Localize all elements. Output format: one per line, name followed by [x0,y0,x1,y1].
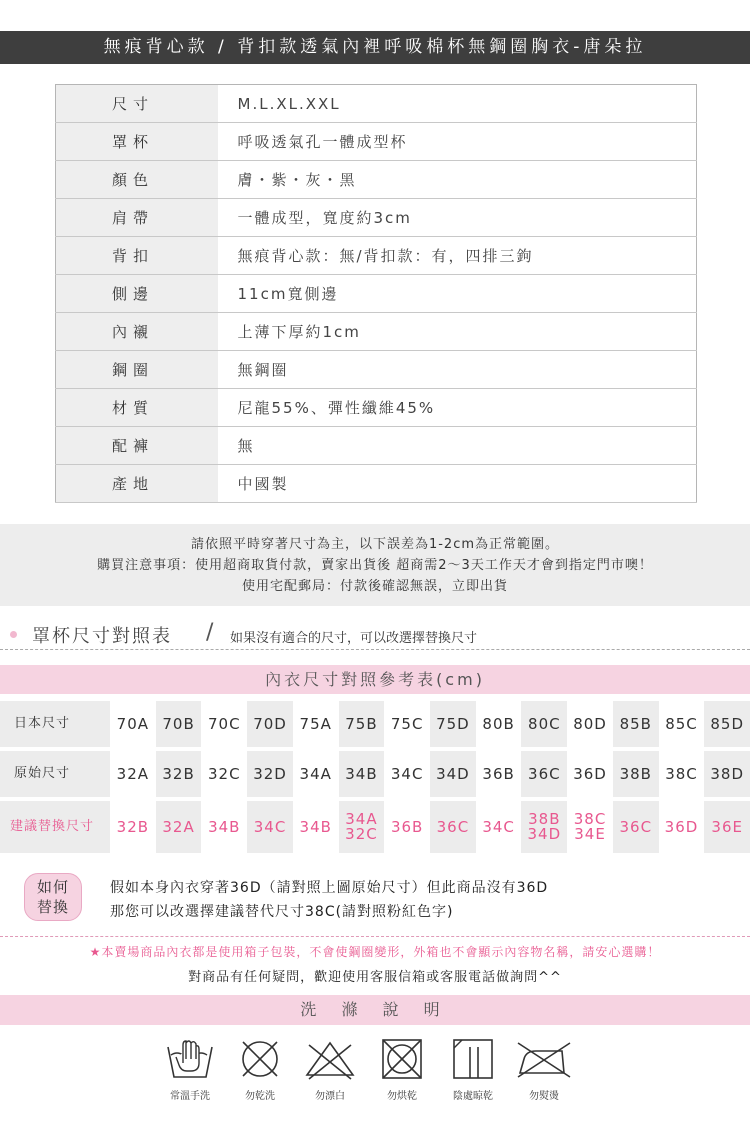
size-cell [201,801,247,853]
size-cell [613,801,659,853]
size-cell: 32A [110,751,156,797]
hand-wash-item [160,1037,220,1102]
size-cell [339,801,385,853]
no-tumble-dry-label: 勿烘乾 [387,1091,417,1102]
size-cell-line: 36C [619,817,653,836]
size-table-title: 內衣尺寸對照參考表(cm) [0,665,750,694]
size-cell-line: 32B [116,817,150,836]
size-grid [0,701,750,853]
no-iron-item [514,1037,574,1102]
spec-value: 一體成型，寬度約3cm [218,199,697,237]
size-cell-line: 36C [436,817,470,836]
size-cell: 34D [430,751,476,797]
no-dry-clean-item [230,1037,290,1102]
spec-row [56,85,697,123]
size-cell [293,801,339,853]
spec-value: M.L.XL.XXL [218,85,697,123]
wash-icons [160,1037,590,1117]
notice-line-3: 使用宅配郵局：付款後確認無誤，立即出貨 [241,579,508,594]
spec-value: 無 [218,427,697,465]
spec-key: 材質 [56,389,218,427]
size-cell-line: 34B [299,817,332,836]
size-cell [247,801,293,853]
size-cell-line: 36E [711,817,743,836]
size-cell [110,801,156,853]
size-cell: 36D [567,751,613,797]
no-bleach-item [300,1037,360,1102]
size-cell: 36C [521,751,567,797]
spec-key: 產地 [56,465,218,503]
spec-key: 內襯 [56,313,218,351]
spec-value: 膚・紫・灰・黑 [218,161,697,199]
spec-value: 上薄下厚約1cm [218,313,697,351]
size-cell: 85C [659,701,705,747]
wash-title: 洗 滌 說 明 [0,995,750,1025]
size-cell [659,801,705,853]
shade-dry-item [443,1037,503,1102]
heading-slash: / [206,620,214,645]
size-cell: 85D [704,701,750,747]
size-cell-line: 34D [527,825,562,843]
hand-wash-icon [165,1037,215,1081]
shade-dry-label: 陰處晾乾 [453,1091,493,1102]
notice-line-1: 請依照平時穿著尺寸為主，以下誤差為1-2cm為正常範圍。 [190,537,560,552]
size-row-label: 建議替換尺寸 [0,801,110,853]
size-cell: 34B [339,751,385,797]
size-cell-line: 34C [482,817,515,836]
size-cell-line: 38B [528,810,561,828]
swap-badge [24,873,82,921]
no-tumble-dry-icon [380,1037,424,1081]
spec-value: 中國製 [218,465,697,503]
size-cell: 75A [293,701,339,747]
size-cell: 34C [384,751,430,797]
spec-value: 無痕背心款：無/背扣款：有，四排三鉤 [218,237,697,275]
spec-key: 罩杯 [56,123,218,161]
cup-heading-subtext: 如果沒有適合的尺寸，可以改選擇替換尺寸 [230,631,478,646]
spec-row [56,199,697,237]
spec-row [56,237,697,275]
size-row [0,751,750,797]
no-iron-icon [514,1037,574,1081]
packaging-note: ★本賣場商品內衣都是使用箱子包裝，不會使鋼圈變形，外箱也不會顯示內容物名稱，請安心選購！ [0,936,750,960]
size-cell: 70D [247,701,293,747]
bullet-dot-icon [10,631,17,638]
size-cell: 80C [521,701,567,747]
size-cell: 38C [659,751,705,797]
spec-row [56,313,697,351]
size-cell: 34A [293,751,339,797]
size-cell-line: 36D [664,817,699,836]
size-cell: 80D [567,701,613,747]
spec-row [56,161,697,199]
no-iron-label: 勿熨燙 [529,1091,559,1102]
no-tumble-dry-item [372,1037,432,1102]
spec-value: 尼龍55%、彈性纖維45% [218,389,697,427]
no-dry-clean-label: 勿乾洗 [245,1091,275,1102]
swap-text-1: 假如本身內衣穿著36D（請對照上圖原始尺寸）但此商品沒有36D [110,880,549,896]
size-cell: 70C [201,701,247,747]
spec-value: 呼吸透氣孔一體成型杯 [218,123,697,161]
spec-row [56,465,697,503]
size-cell [384,801,430,853]
no-bleach-icon [303,1037,357,1081]
spec-key: 配褲 [56,427,218,465]
size-cell [476,801,522,853]
spec-key: 背扣 [56,237,218,275]
size-cell [704,801,750,853]
spec-value: 11cm寬側邊 [218,275,697,313]
size-cell-line: 32C [345,825,378,843]
faq-note: 對商品有任何疑問，歡迎使用客服信箱或客服電話做詢問^^ [188,970,562,985]
spec-row [56,123,697,161]
size-cell [156,801,202,853]
size-row [0,801,750,853]
spec-row [56,389,697,427]
size-cell: 85B [613,701,659,747]
size-cell: 32D [247,751,293,797]
size-cell-line: 34A [345,810,378,828]
size-cell: 80B [476,701,522,747]
hand-wash-label: 常溫手洗 [170,1091,210,1102]
cup-size-heading [10,622,750,650]
size-cell: 36B [476,751,522,797]
spec-key: 顏色 [56,161,218,199]
size-row-label: 原始尺寸 [0,751,110,797]
notice-box [0,524,750,606]
swap-text-2: 那您可以改選擇建議替代尺寸38C(請對照粉紅色字) [110,904,454,920]
size-cell: 32B [156,751,202,797]
size-cell [567,801,613,853]
spec-key: 側邊 [56,275,218,313]
size-cell-line: 34E [574,825,606,843]
spec-key: 鋼圈 [56,351,218,389]
size-cell-line: 32A [162,817,195,836]
size-cell: 75C [384,701,430,747]
page-title: 無痕背心款 / 背扣款透氣內裡呼吸棉杯無鋼圈胸衣-唐朵拉 [0,31,750,64]
dotted-divider [0,649,750,650]
size-cell: 75D [430,701,476,747]
size-cell: 70A [110,701,156,747]
swap-badge-line-2: 替換 [36,898,69,916]
size-cell-line: 36B [390,817,424,836]
size-cell: 38B [613,751,659,797]
size-cell-line: 34B [208,817,241,836]
cup-heading-text: 罩杯尺寸對照表 [32,626,172,647]
size-row-label: 日本尺寸 [0,701,110,747]
no-dry-clean-icon [238,1037,282,1081]
no-bleach-label: 勿漂白 [315,1091,345,1102]
spec-table [55,84,697,503]
size-cell: 75B [339,701,385,747]
spec-key: 尺寸 [56,85,218,123]
size-cell [430,801,476,853]
size-cell: 70B [156,701,202,747]
size-row [0,701,750,747]
size-cell: 32C [201,751,247,797]
spec-row [56,275,697,313]
spec-row [56,351,697,389]
swap-badge-line-1: 如何 [36,878,69,896]
spec-row [56,427,697,465]
size-cell-line: 38C [573,810,607,828]
notice-line-2: 購買注意事項：使用超商取貨付款，賣家出貨後 超商需2～3天工作天才會到指定門市噢！ [97,558,653,573]
size-cell: 38D [704,751,750,797]
spec-value: 無鋼圈 [218,351,697,389]
size-cell [521,801,567,853]
shade-dry-icon [451,1037,495,1081]
spec-key: 肩帶 [56,199,218,237]
size-cell-line: 34C [253,817,287,836]
